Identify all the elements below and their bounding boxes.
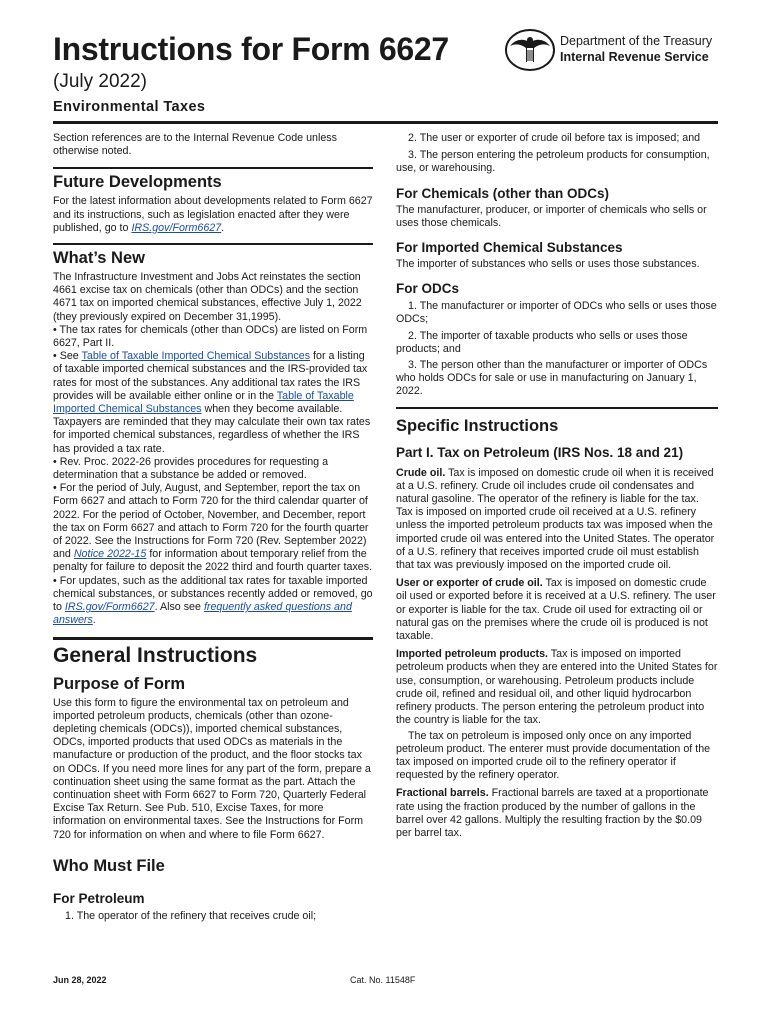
left-column: [53, 132, 373, 923]
imported-petroleum-paragraph: Imported petroleum products. Tax is imposed on imported petroleum products when they are entered into the United States for use, consumption, or warehousing. Petroleum products include crude oil, refined and residual oil, and other liquid hydrocarbon refinery products. The person entering the petroleum product into the country is liable for the tax.: [396, 648, 718, 727]
chemicals-heading: For Chemicals (other than ODCs): [396, 185, 610, 201]
footer-date: Jun 28, 2022: [53, 975, 107, 985]
form-name: Environmental Taxes: [53, 99, 206, 115]
odcs-item: 1. The manufacturer or importer of ODCs who sells or uses those ODCs;: [396, 300, 717, 326]
section-divider: [53, 243, 373, 245]
user-exporter-paragraph: User or exporter of crude oil. Tax is imposed on domestic crude oil used or exported before it is received at a U.S. refinery. The user or exporter is liable for the tax. Crude oil used for extracting oil or natural gas on the premises where the crude oil is produced is not taxable.: [396, 577, 716, 643]
petroleum-item: 1. The operator of the refinery that receives crude oil;: [65, 909, 317, 922]
for-petroleum-heading: For Petroleum: [53, 890, 145, 906]
revision-date: (July 2022): [53, 71, 147, 92]
section-divider: [53, 637, 373, 640]
crude-oil-paragraph: Crude oil. Tax is imposed on domestic crude oil when it is received at a U.S. refinery. Crude oil includes crude oil condensates and natural gasoline. The operator of the refinery is liable for the tax. Tax is imposed on imported crude oil received at a U.S. refinery unless the imported petroleum products tax was imposed when the imported crude oil was entered into the United States. The operator of a U.S. refinery that receives imported crude oil must establish that tax was previously imposed on the imported crude oil.: [396, 466, 715, 572]
whats-new-bullet: • For the period of July, August, and September, report the tax on Form 6627 and attach to Form 720 for the third calendar quarter of 2022. For the period of October, November, and December, report the tax on Form 6627 and attach to Form 720 for the fourth quarter of 2022. See the Instructions for Form 720 (Rev. September 2022) and Notice 2022-15 for information about temporary relief from the penalty for failure to deposit the 2022 third and fourth quarter taxes.: [53, 482, 373, 574]
purpose-text: Use this form to figure the environmental tax on petroleum and imported petroleum products, chemicals (other than ozone-depleting chemicals (ODCs)), imported chemical substances, ODCs, imported products that used ODCs as materials in the manufacture or production of the product, and the floor stocks tax on ODCs. If you need more lines for any part of the form, prepare a continuation sheet using the same format as the part. Attach the continuation sheet with Form 6627 to Form 720, Quarterly Federal Excise Tax Return. See Pub. 510, Excise Taxes, for more information on environmental taxes. See the Instructions for Form 720 for information on when and where to file Form 6627.: [53, 696, 371, 841]
whats-new-heading: What’s New: [53, 249, 145, 268]
chemical-table-link[interactable]: Table of Taxable Imported Chemical Substances: [81, 350, 311, 363]
whats-new-paragraph: The Infrastructure Investment and Jobs Act reinstates the section 4661 excise tax on chemicals (other than ODCs) and the section 4671 tax on imported chemical substances, effective July 1, 2022 (they previously expired on December 31,1995).: [53, 271, 362, 323]
agency-name: Department of the Treasury: [560, 34, 713, 48]
fractional-barrels-paragraph: Fractional barrels. Fractional barrels are taxed at a proportionate rate using the fraction produced by the number of gallons in the barrel over 42 gallons. Multiply the resulting fraction by the $0.09 per barrel tax.: [396, 787, 709, 839]
whats-new-bullet: • Rev. Proc. 2022-26 provides procedures for requesting a determination that a substance be added or removed.: [53, 455, 329, 482]
section-divider: [53, 167, 373, 169]
notice-link[interactable]: Notice 2022-15: [73, 548, 147, 561]
catalog-number: Cat. No. 11548F: [350, 975, 416, 985]
page-title: Instructions for Form 6627: [53, 31, 449, 67]
irs-form6627-link[interactable]: IRS.gov/Form6627: [131, 221, 222, 234]
petroleum-item: 2. The user or exporter of crude oil before tax is imposed; and: [408, 132, 701, 144]
intro-text: Section references are to the Internal Revenue Code unless otherwise noted.: [53, 132, 337, 158]
faq-link[interactable]: frequently asked questions and answers: [53, 601, 352, 627]
irs-eagle-logo-icon: [504, 28, 556, 72]
part1-heading: Part I. Tax on Petroleum (IRS Nos. 18 and 21): [396, 444, 684, 460]
odcs-item: 3. The person other than the manufacturer or importer of ODCs who holds ODCs for sale or use in manufacturing on January 1, 2022.: [396, 359, 708, 398]
odcs-item: 2. The importer of taxable products who sells or uses those products; and: [396, 329, 688, 355]
whats-new-bullet: • The tax rates for chemicals (other than ODCs) are listed on Form 6627, Part II.: [53, 323, 368, 350]
imported-substances-heading: For Imported Chemical Substances: [396, 240, 623, 256]
odcs-heading: For ODCs: [396, 281, 460, 297]
imported-substances-text: The importer of substances who sells or uses those substances.: [396, 258, 700, 271]
who-must-file-heading: Who Must File: [53, 856, 165, 875]
tax-once-paragraph: The tax on petroleum is imposed only once on any imported petroleum product. The enterer must provide documentation of the tax imposed on imported crude oil to the refinery operator if requested by the refinery operator.: [396, 729, 711, 782]
petroleum-item: 3. The person entering the petroleum products for consumption, use, or warehousing.: [396, 149, 710, 175]
irs-form6627-link[interactable]: IRS.gov/Form6627: [64, 601, 155, 614]
irs-name: Internal Revenue Service: [560, 50, 709, 64]
header-divider: [53, 121, 718, 124]
specific-instructions-heading: Specific Instructions: [396, 416, 559, 435]
chemical-table-link[interactable]: Table of Taxable Imported Chemical Substances: [53, 389, 354, 416]
purpose-heading: Purpose of Form: [53, 674, 186, 693]
chemicals-text: The manufacturer, producer, or importer of chemicals who sells or uses those chemicals.: [396, 203, 707, 229]
agency-block: [560, 33, 712, 65]
future-developments-heading: Future Developments: [53, 173, 222, 192]
general-instructions-heading: General Instructions: [53, 643, 258, 667]
whats-new-bullet: • For updates, such as the additional tax rates for taxable imported chemical substances, or substances recently added or removed, go to IRS.gov/Form6627. Also see frequently asked questions and answers.: [53, 574, 373, 627]
right-column: [396, 132, 718, 840]
whats-new-bullet: • See Table of Taxable Imported Chemical Substances for a listing of taxable imported chemical substances and the IRS-provided tax rates for most of the substances. Any additional tax rates the IRS provides will be available either online or in the Table of Taxable Imported Chemical Substances when they become available. Taxpayers are reminded that they may calculate their own tax rates for imported chemical substances, regardless of whether the IRS has provided a tax rate.: [53, 350, 371, 455]
future-developments-text: For the latest information about developments related to Form 6627 and its instructions, such as legislation enacted after they were published, go to IRS.gov/Form6627.: [53, 195, 373, 234]
section-divider: [396, 407, 718, 409]
